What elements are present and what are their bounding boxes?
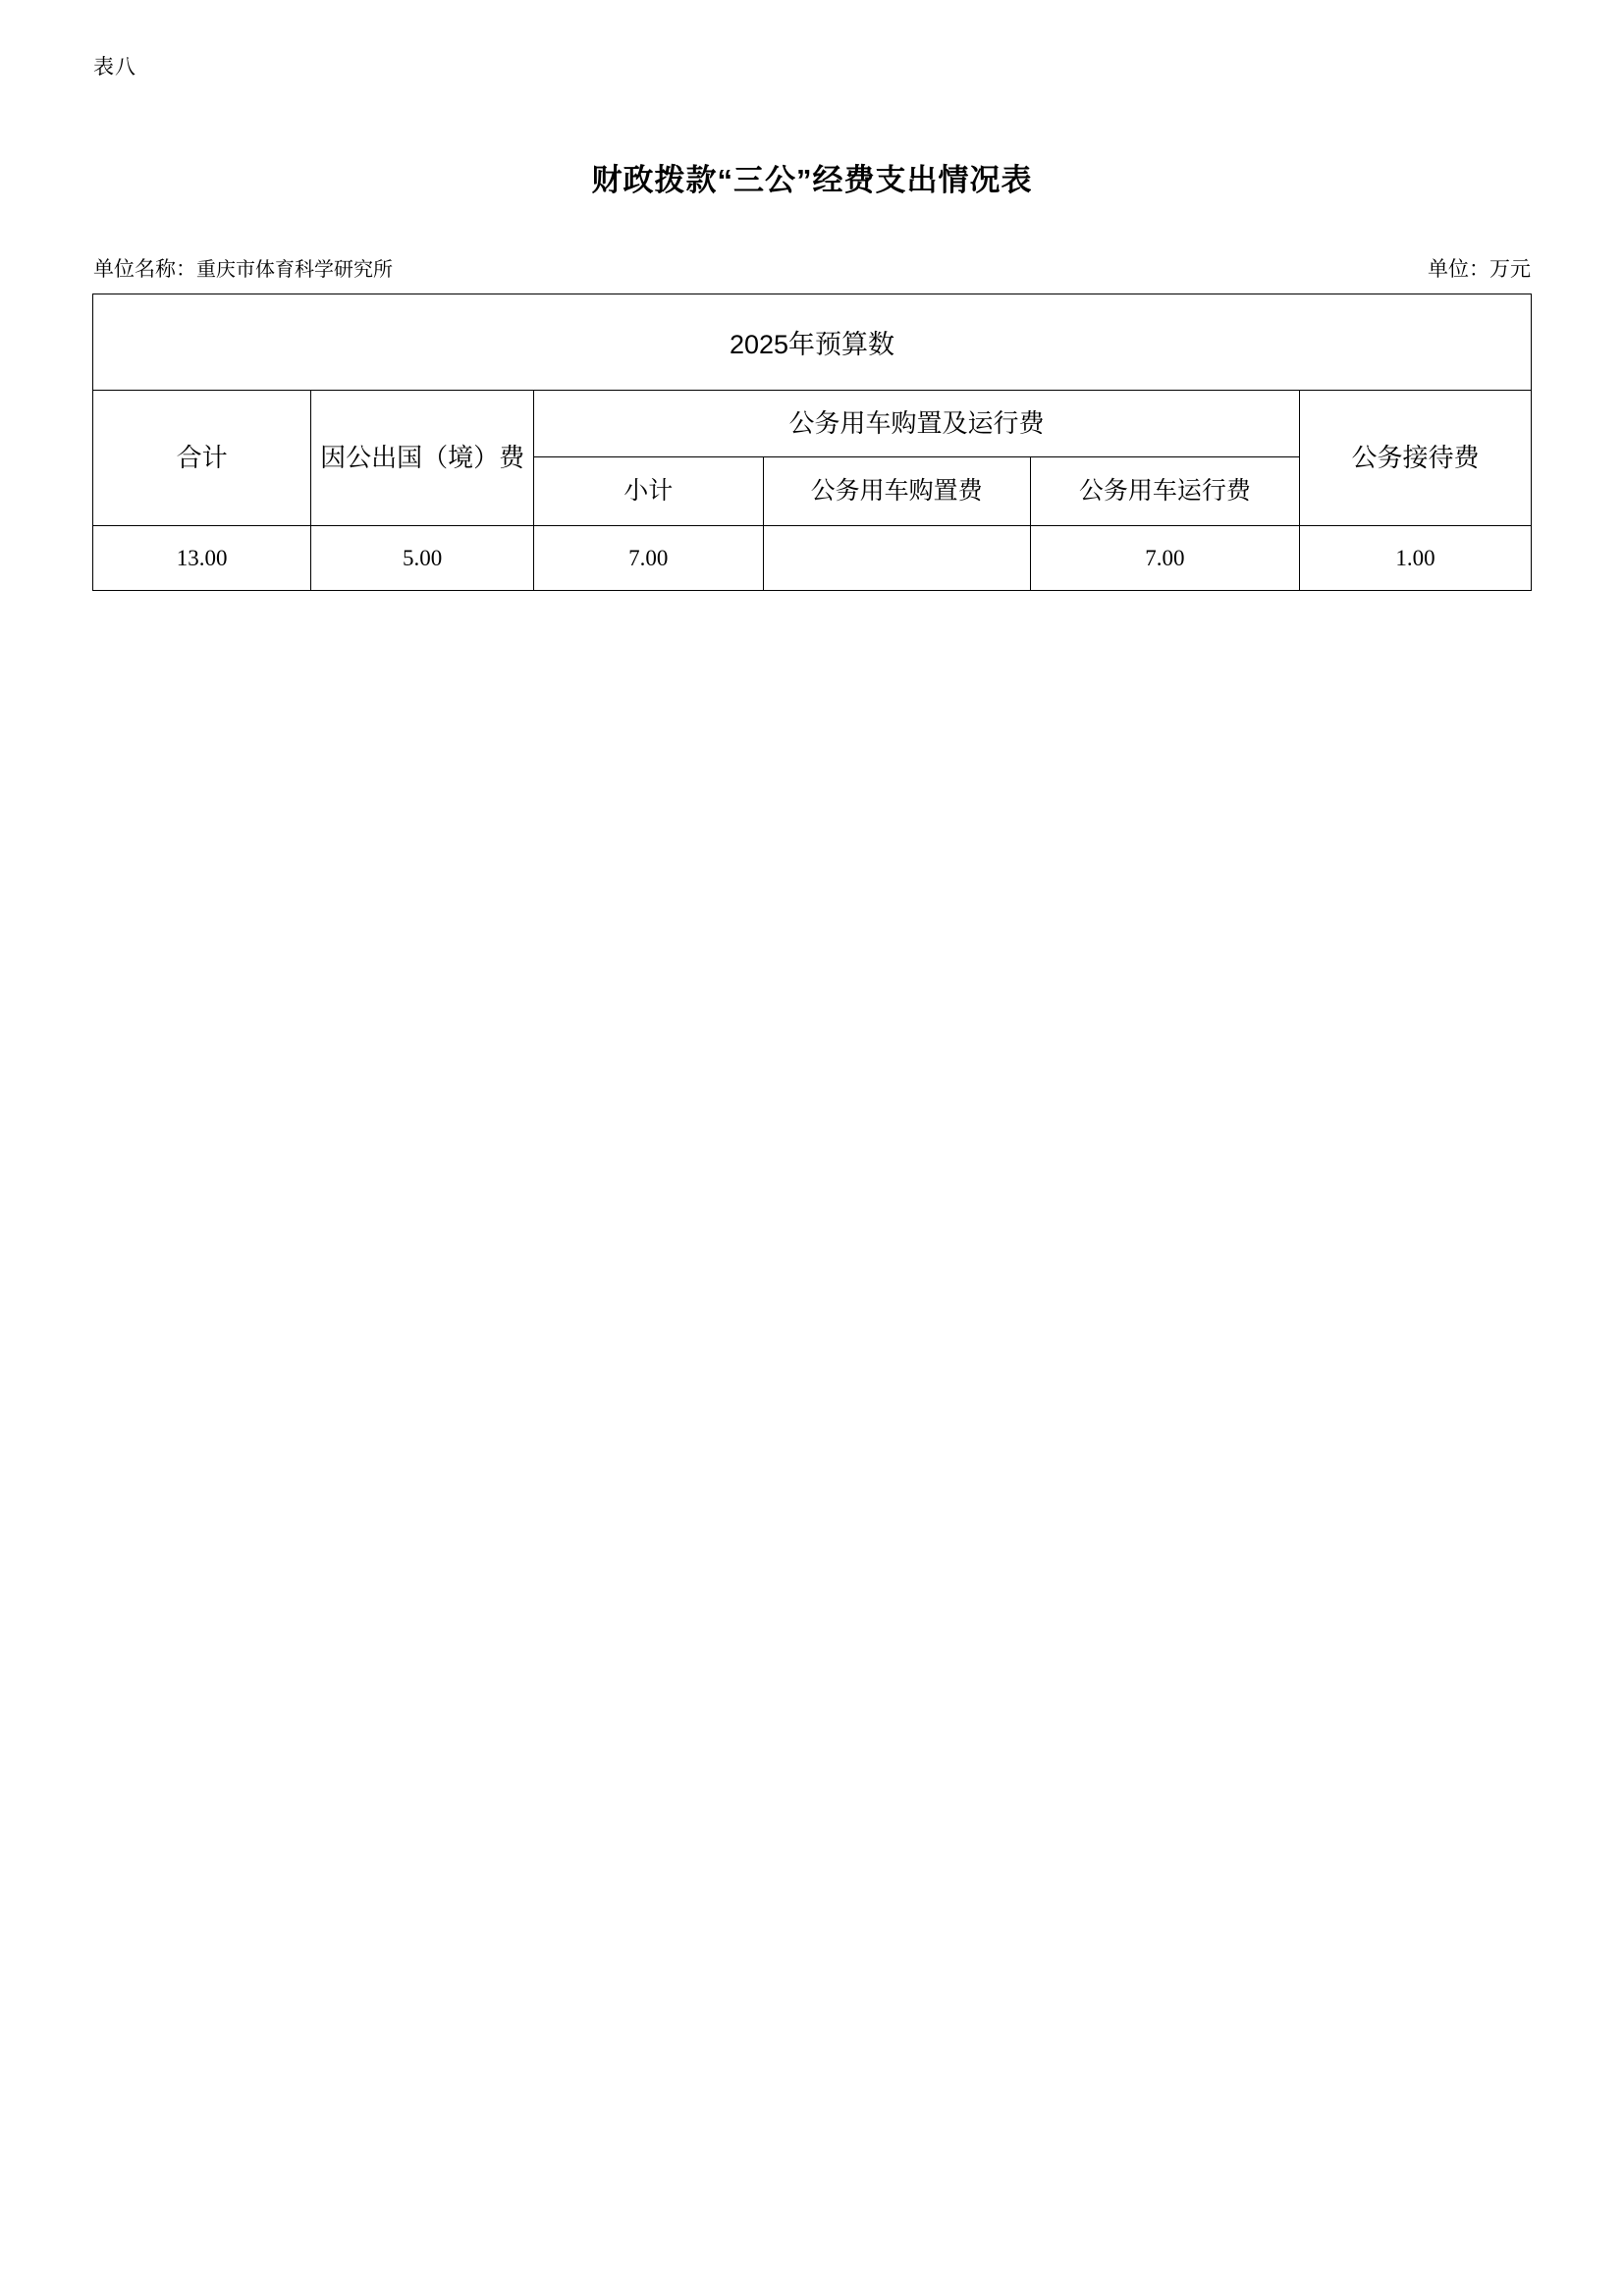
cell-vehicle-purchase (763, 526, 1030, 591)
unit-name (93, 253, 393, 283)
unit-name-label: 单位名称： (93, 257, 196, 281)
header-reception: 公务接待费 (1300, 391, 1532, 526)
table-header-row-group (93, 391, 1532, 457)
header-year: 2025年预算数 (93, 294, 1532, 391)
table-row (93, 526, 1532, 591)
header-vehicle-purchase: 公务用车购置费 (763, 457, 1030, 526)
header-abroad: 因公出国（境）费 (311, 391, 534, 526)
cell-total: 13.00 (93, 526, 311, 591)
cell-vehicle-subtotal: 7.00 (534, 526, 764, 591)
cell-reception: 1.00 (1300, 526, 1532, 591)
header-vehicle-operation: 公务用车运行费 (1030, 457, 1299, 526)
header-total: 合计 (93, 391, 311, 526)
budget-table (92, 294, 1532, 591)
document-meta (93, 253, 1531, 283)
unit-name-value: 重庆市体育科学研究所 (196, 259, 393, 281)
cell-abroad: 5.00 (311, 526, 534, 591)
header-vehicle-group: 公务用车购置及运行费 (534, 391, 1300, 457)
amount-unit: 单位：万元 (1428, 257, 1531, 281)
table-header-row-year (93, 294, 1532, 391)
page-title: 财政拨款“三公”经费支出情况表 (591, 163, 1033, 197)
sheet-label: 表八 (93, 56, 136, 79)
header-vehicle-subtotal: 小计 (534, 457, 764, 526)
cell-vehicle-operation: 7.00 (1030, 526, 1299, 591)
